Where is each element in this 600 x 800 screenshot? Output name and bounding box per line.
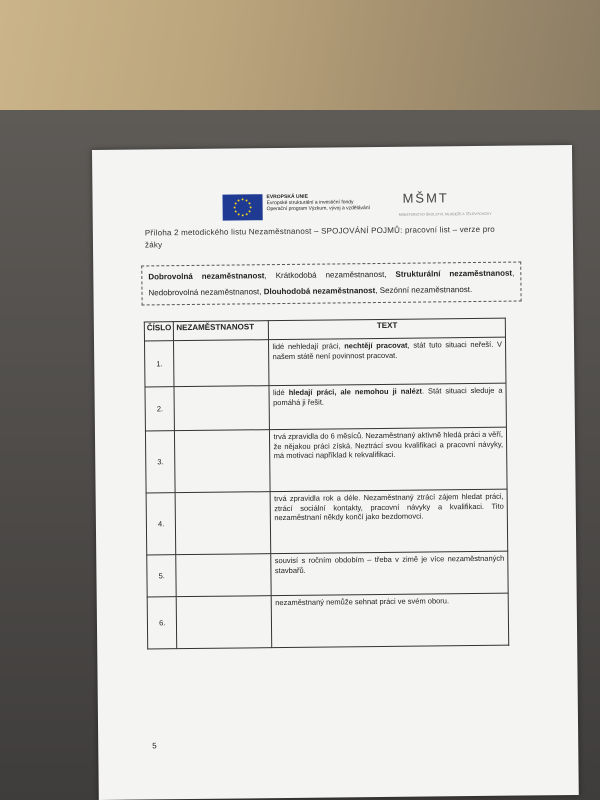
eu-star — [235, 202, 237, 204]
concept-text: Dlouhodobá nezaměstnanost — [263, 286, 376, 297]
worksheet-subtitle: Příloha 2 metodického listu Nezaměstnanost – SPOJOVÁNÍ POJMŮ: pracovní list – verze pro žáky — [144, 224, 495, 250]
header-nezamestnanost: NEZAMĚSTNANOST — [174, 321, 269, 341]
description-text: nezaměstnaný nemůže sehnat práci ve svém oboru. — [275, 596, 450, 608]
msmt-mark: MŠMT — [402, 190, 449, 206]
concept-text: , — [264, 271, 276, 281]
msmt-subtext: MINISTERSTVO ŠKOLSTVÍ, MLÁDEŽE A TĚLOVÝCHOVY — [398, 211, 492, 217]
worksheet-page — [92, 145, 579, 800]
eu-star — [250, 206, 252, 208]
table-row — [145, 337, 506, 387]
description-text: nechtějí pracovat — [344, 340, 408, 351]
eu-line-3: Operační program Výzkum, vývoj a vzdělávání — [266, 205, 371, 213]
concept-text: Sezónní nezaměstnanost — [379, 285, 471, 295]
row-number: 1. — [145, 341, 175, 387]
row-number: 3. — [145, 431, 175, 493]
concept-text: Krátkodobá nezaměstnanost — [275, 269, 385, 281]
description-text: . Stát situaci sleduje a pomáhá ji řešit. — [273, 385, 503, 407]
description-text: hledají práci, ale nemohou ji nalézt — [288, 386, 423, 397]
eu-star — [238, 200, 240, 202]
eu-flag-icon — [222, 194, 262, 220]
eu-star — [248, 202, 250, 204]
eu-star — [242, 214, 244, 216]
concept-text: , — [512, 268, 515, 278]
description-text: lidé nehledají práci, — [272, 341, 345, 352]
table-row — [145, 427, 507, 493]
answer-cell[interactable] — [174, 340, 269, 387]
eu-star — [246, 213, 248, 215]
concepts-box — [141, 262, 521, 306]
description-cell — [271, 489, 508, 553]
description-cell — [269, 383, 506, 429]
msmt-logo-icon — [398, 190, 492, 221]
matching-table — [144, 318, 509, 650]
description-text: lidé — [272, 387, 289, 398]
description-cell — [272, 593, 509, 647]
answer-cell[interactable] — [176, 554, 271, 597]
header-cislo: ČÍSLO — [144, 322, 174, 341]
page-number: 5 — [152, 741, 157, 751]
description-cell — [270, 427, 507, 491]
description-cell — [271, 551, 508, 595]
concept-text: , — [384, 269, 396, 279]
eu-star — [249, 210, 251, 212]
eu-line-1: EVROPSKÁ UNIE — [266, 193, 308, 201]
concept-text: , — [375, 285, 380, 296]
description-text: trvá zpravidla rok a déle. Nezaměstnaný ztrácí zájem hledat práci, ztrácí sociální kontakty, pracovní návyky a kvalifikaci. Tito nezaměstnaní někdy končí jako bezdomovci. — [274, 491, 504, 523]
eu-star — [238, 213, 240, 215]
concept-text: Strukturální nezaměstnanost — [395, 268, 513, 279]
row-number: 2. — [145, 387, 175, 431]
description-text: souvisí s ročním obdobím – třeba v zimě je více nezaměstnaných stavbařů. — [274, 553, 505, 575]
eu-star — [234, 206, 236, 208]
concept-text: . — [469, 285, 473, 295]
table-row — [147, 593, 509, 649]
answer-cell[interactable] — [175, 430, 271, 493]
row-number: 5. — [147, 555, 177, 597]
table-row — [145, 383, 506, 431]
description-text: , stát tuto situaci neřeší. V našem státě není povinnost pracovat. — [272, 339, 503, 361]
eu-star — [242, 198, 244, 200]
header-text: TEXT — [269, 318, 506, 339]
concept-text: , — [259, 287, 264, 297]
header-logos — [222, 189, 552, 224]
eu-star — [235, 210, 237, 212]
answer-cell[interactable] — [174, 386, 269, 431]
table-row — [146, 489, 508, 555]
row-number: 6. — [147, 597, 177, 649]
eu-logo-text — [266, 193, 370, 212]
answer-cell[interactable] — [176, 492, 272, 555]
eu-line-2: Evropské strukturální a investiční fondy — [266, 199, 354, 207]
description-text: trvá zpravidla do 6 měsíců. Nezaměstnaný aktivně hledá práci a věří, že nějakou práci získá. Neztrácí svou kvalifikaci a pracovní návyky, má motivaci například k rekvalifikaci. — [273, 429, 504, 461]
row-number: 4. — [146, 493, 176, 555]
concept-text: Nedobrovolná nezaměstnanost — [148, 287, 260, 298]
eu-star — [246, 199, 248, 201]
description-cell — [269, 337, 506, 385]
answer-cell[interactable] — [177, 596, 273, 649]
table-row — [147, 551, 508, 597]
concept-text: Dobrovolná nezaměstnanost — [148, 271, 265, 282]
